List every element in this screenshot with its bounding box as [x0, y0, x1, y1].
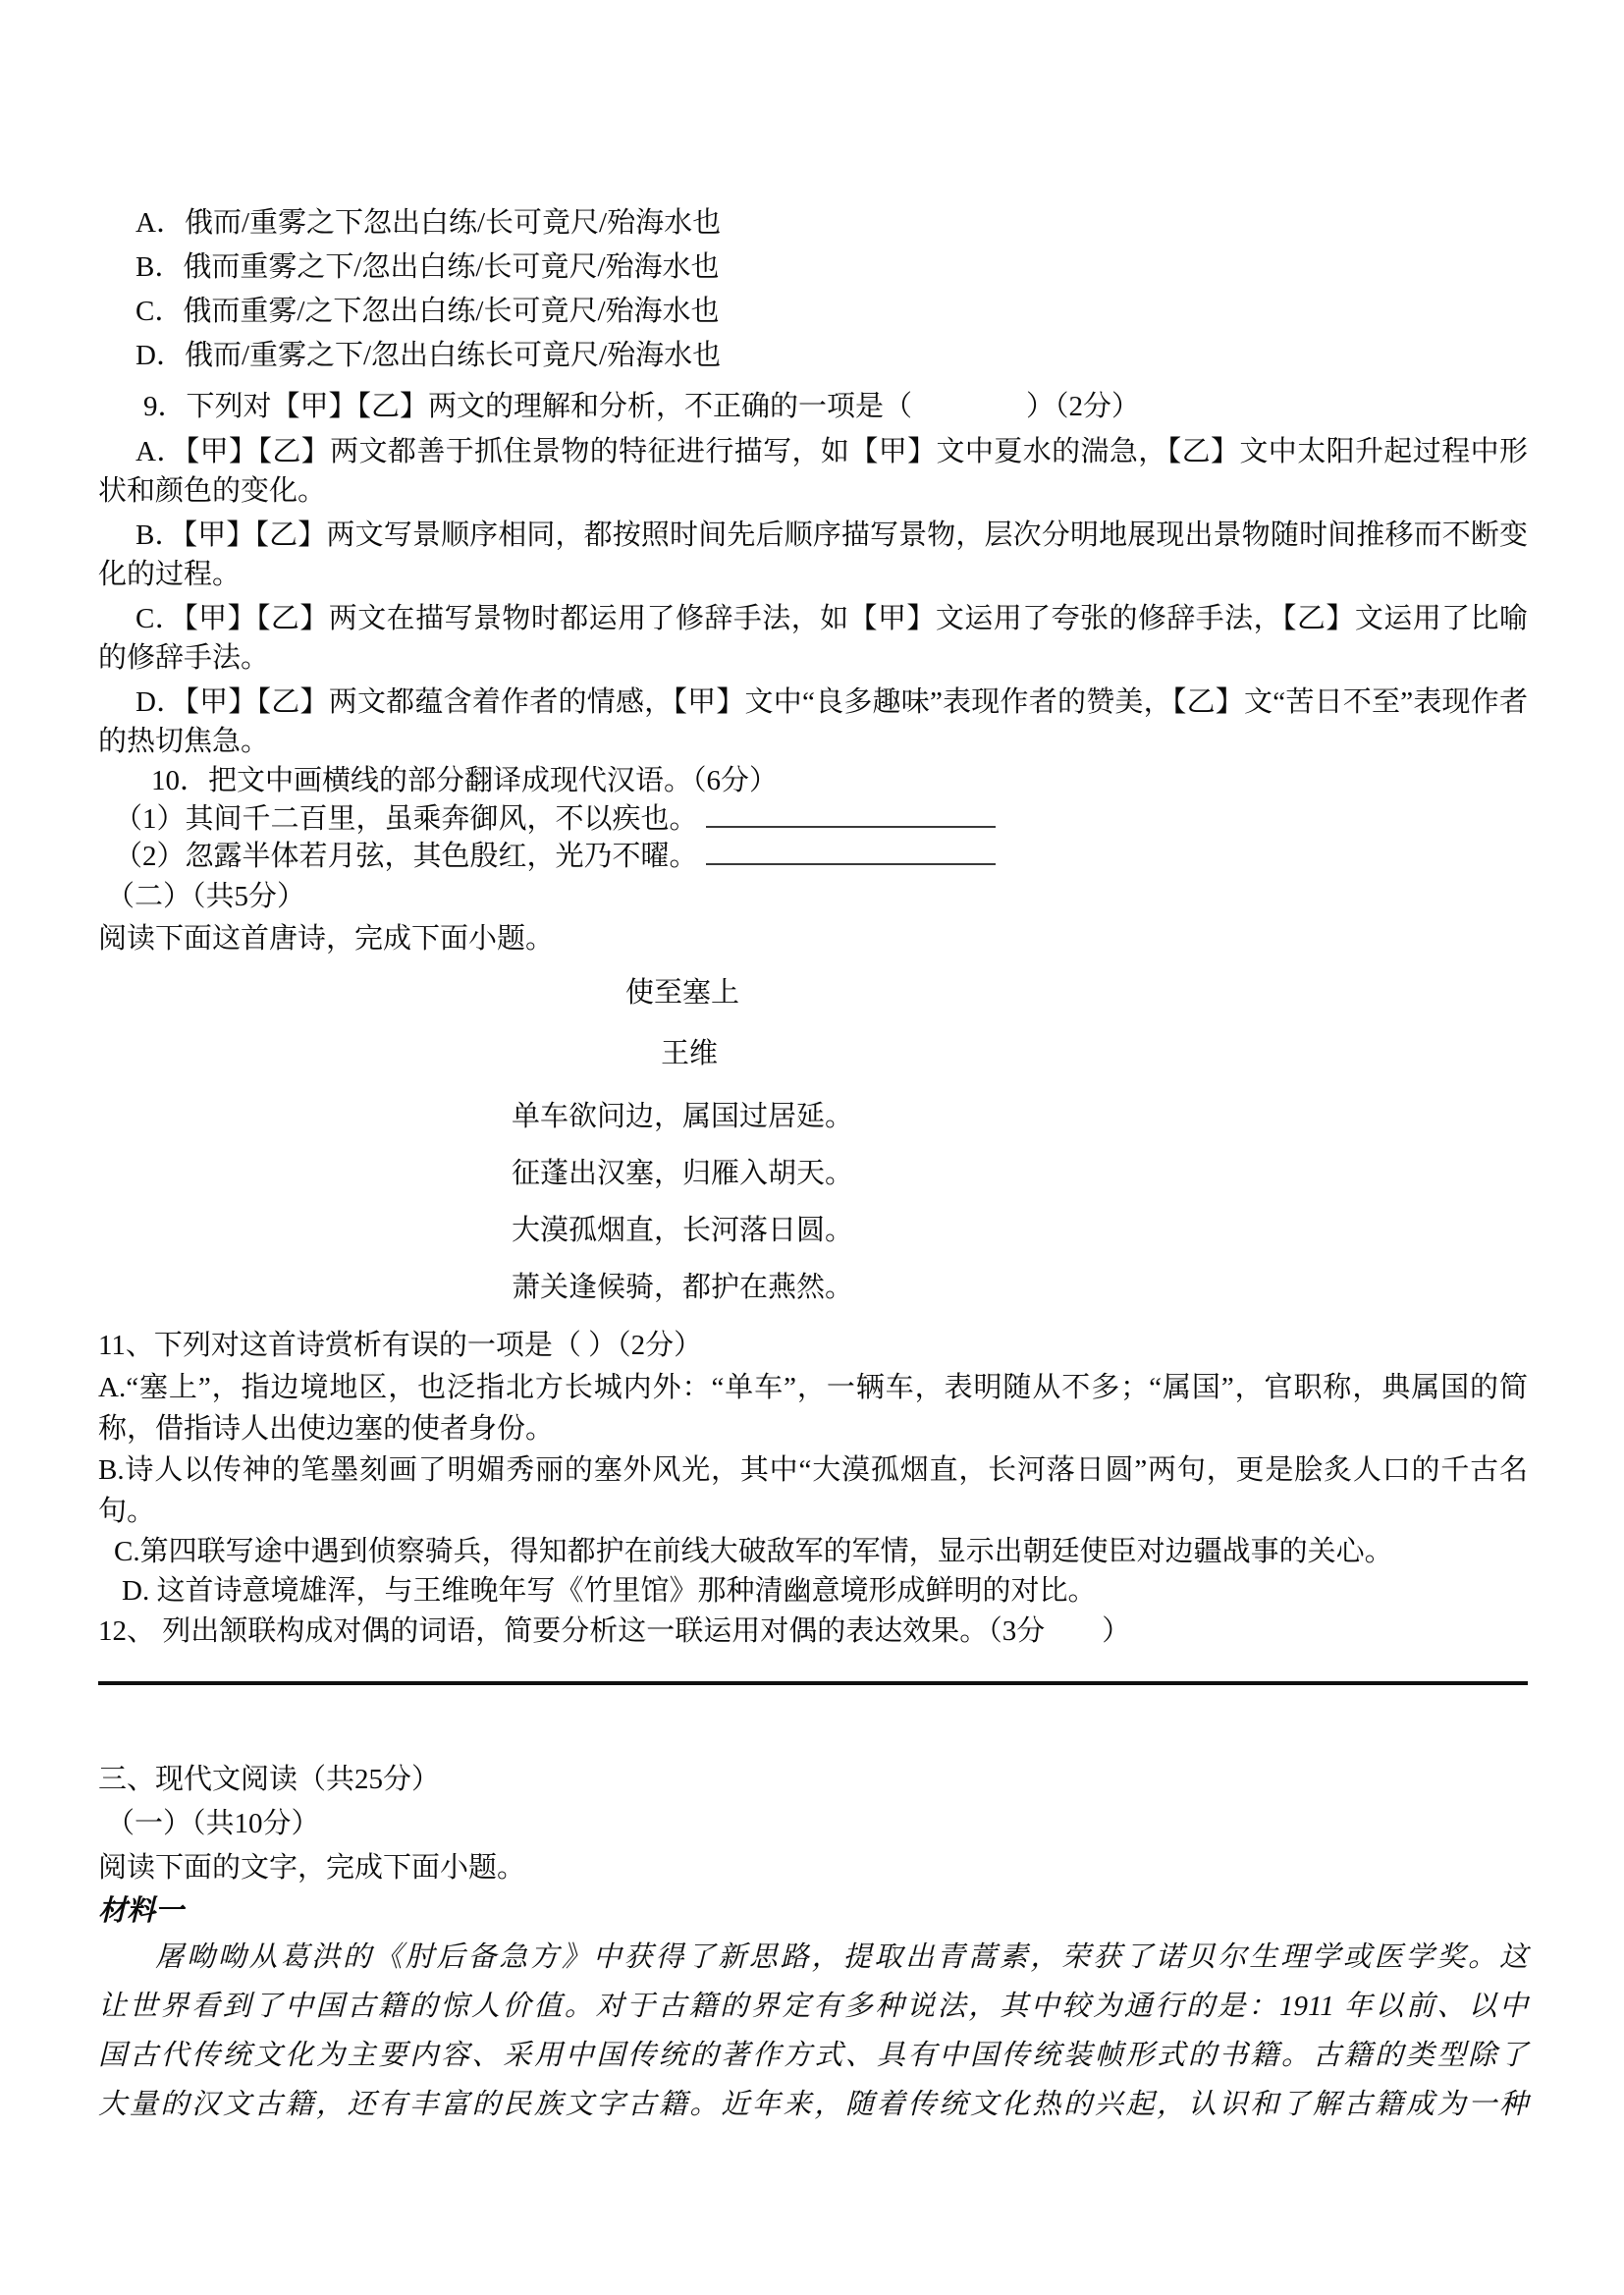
poem: [98, 970, 1267, 1316]
q10-item-2: [98, 838, 1528, 875]
material-1-label: 材料一: [98, 1895, 185, 1927]
q11-option-d: D. 这首诗意境雄浑，与王维晚年写《竹里馆》那种清幽意境形成鲜明的对比。: [122, 1575, 1097, 1607]
part-2-heading: （二）（共5分）: [106, 881, 306, 912]
q10-item-1: [98, 800, 1528, 838]
q8-option-a: A．俄而/重雾之下忽出白练/长可竟尺/殆海水也: [135, 207, 722, 239]
material-1-text: [98, 1933, 1528, 2129]
q9-stem: 9．下列对【甲】【乙】两文的理解和分析，不正确的一项是（ ）（2分）: [143, 391, 1141, 422]
q12-stem: 12、 列出颔联构成对偶的词语，简要分析这一联运用对偶的表达效果。（3分 ）: [98, 1615, 1131, 1647]
q9-option-b: B．【甲】【乙】两文写景顺序相同，都按照时间先后顺序描写景物，层次分明地展现出景物随时间推移而不断变化的过程。: [98, 519, 1528, 590]
q9-option-c: C．【甲】【乙】两文在描写景物时都运用了修辞手法，如【甲】文运用了夸张的修辞手法，【乙】文运用了比喻的修辞手法。: [98, 603, 1528, 674]
question-9: [98, 386, 1528, 761]
poem-line: 单车欲问边，属国过居延。: [511, 1101, 853, 1132]
material-line: 国古代传统文化为主要内容、采用中国传统的著作方式、具有中国传统装帧形式的书籍。古籍的类型除了: [98, 2040, 1528, 2071]
question-10: [98, 761, 1528, 875]
material-line: 大量的汉文古籍，还有丰富的民族文字古籍。近年来，随着传统文化热的兴起，认识和了解古籍成为一种: [98, 2089, 1528, 2120]
material-line: 屠呦呦从葛洪的《肘后备急方》中获得了新思路，提取出青蒿素，荣获了诺贝尔生理学或医学奖。这: [155, 1941, 1528, 1973]
part-2-intro: 阅读下面这首唐诗，完成下面小题。: [98, 923, 555, 955]
part-2-poetry: [98, 875, 1528, 1652]
poem-title: 使至塞上: [624, 977, 739, 1009]
q10-item-2-text: （2）忽露半体若月弦，其色殷红，光乃不曜。: [114, 841, 698, 872]
section-divider: [98, 1681, 1528, 1685]
poem-author: 王维: [660, 1038, 718, 1069]
q11-option-a: A.“塞上”，指边境地区，也泛指北方长城内外：“单车”，一辆车，表明随从不多；“属国”，官职称，典属国的简称，借指诗人出使边塞的使者身份。: [98, 1372, 1528, 1445]
poem-line: 大漠孤烟直，长河落日圆。: [511, 1215, 853, 1246]
part-3-modern-reading: [98, 1758, 1528, 2129]
answer-blank-line: [706, 857, 996, 865]
q11-option-c: C.第四联写途中遇到侦察骑兵，得知都护在前线大破敌军的军情，显示出朝廷使臣对边疆战事的关心。: [114, 1536, 1393, 1567]
q10-stem: 10．把文中画横线的部分翻译成现代汉语。（6分）: [151, 765, 779, 796]
q8-option-c: C．俄而重雾/之下忽出白练/长可竟尺/殆海水也: [135, 296, 720, 327]
answer-blank-line: [706, 820, 996, 828]
poem-line: 征蓬出汉塞，归雁入胡天。: [511, 1158, 853, 1189]
question-8-options: [98, 201, 1528, 378]
q11-stem: 11、下列对这首诗赏析有误的一项是（ ）（2分）: [98, 1330, 703, 1361]
material-line: 让世界看到了中国古籍的惊人价值。对于古籍的界定有多种说法，其中较为通行的是：1911 年以前、以中: [98, 1991, 1528, 2022]
poem-line: 萧关逢候骑，都护在燕然。: [511, 1272, 853, 1303]
q8-option-b: B．俄而重雾之下/忽出白练/长可竟尺/殆海水也: [135, 251, 720, 283]
part-3-sub-heading: （一）（共10分）: [106, 1808, 320, 1839]
poem-lines: [98, 1088, 1267, 1316]
q9-option-a: A．【甲】【乙】两文都善于抓住景物的特征进行描写，如【甲】文中夏水的湍急，【乙】文中太阳升起过程中形状和颜色的变化。: [98, 436, 1528, 507]
q11-option-b: B.诗人以传神的笔墨刻画了明媚秀丽的塞外风光，其中“大漠孤烟直，长河落日圆”两句，更是脍炙人口的千古名句。: [98, 1454, 1528, 1527]
q9-option-d: D．【甲】【乙】两文都蕴含着作者的情感，【甲】文中“良多趣味”表现作者的赞美，【乙】文“苦日不至”表现作者的热切焦急。: [98, 686, 1528, 757]
part-3-intro: 阅读下面的文字，完成下面小题。: [98, 1852, 526, 1884]
part-3-heading: 三、现代文阅读（共25分）: [98, 1764, 441, 1795]
q10-item-1-text: （1）其间千二百里，虽乘奔御风，不以疾也。: [114, 803, 698, 835]
q8-option-d: D．俄而/重雾之下/忽出白练长可竟尺/殆海水也: [135, 340, 722, 371]
